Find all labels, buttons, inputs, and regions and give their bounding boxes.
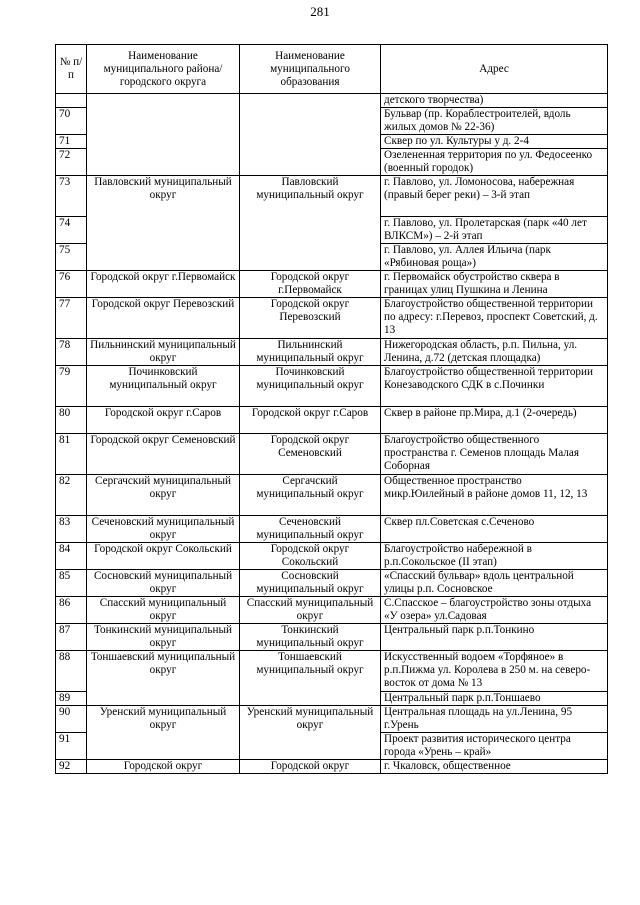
header-num: № п/п bbox=[56, 45, 87, 94]
address-cell: Сквер по ул. Культуры у д. 2-4 bbox=[381, 135, 608, 149]
row-num: 80 bbox=[56, 407, 87, 434]
district-cell: Пильнинский муниципальный округ bbox=[87, 339, 240, 366]
municipality-cell: Сеченовский муниципальный округ bbox=[240, 516, 381, 543]
row-num bbox=[56, 94, 87, 108]
municipality-cell: Спасский муниципальный округ bbox=[240, 597, 381, 624]
municipality-cell-empty bbox=[240, 94, 381, 176]
table-row bbox=[56, 760, 608, 774]
table-row bbox=[56, 366, 608, 407]
address-cell: С.Спасское – благоустройство зоны отдыха «У озера» ул.Садовая bbox=[381, 597, 608, 624]
table-header-row bbox=[56, 45, 608, 94]
address-cell: Нижегородская область, р.п. Пильна, ул. Ленина, д.72 (детская площадка) bbox=[381, 339, 608, 366]
address-cell: г. Павлово, ул. Пролетарская (парк «40 лет ВЛКСМ») – 2-й этап bbox=[381, 217, 608, 244]
row-num: 77 bbox=[56, 298, 87, 339]
row-num: 88 bbox=[56, 651, 87, 692]
address-cell: «Спасский бульвар» вдоль центральной улицы р.п. Сосновское bbox=[381, 570, 608, 597]
address-cell: Центральная площадь на ул.Ленина, 95 г.Урень bbox=[381, 706, 608, 733]
address-cell: Бульвар (пр. Кораблестроителей, вдоль жилых домов № 22-36) bbox=[381, 108, 608, 135]
row-num: 81 bbox=[56, 434, 87, 475]
address-cell: Сквер пл.Советская с.Сеченово bbox=[381, 516, 608, 543]
row-num: 84 bbox=[56, 543, 87, 570]
municipality-cell: Городской округ Семеновский bbox=[240, 434, 381, 475]
row-num: 78 bbox=[56, 339, 87, 366]
municipality-cell: Павловский муниципальный округ bbox=[240, 176, 381, 271]
table-row bbox=[56, 543, 608, 570]
table-row bbox=[56, 298, 608, 339]
table-row bbox=[56, 407, 608, 434]
address-cell: Проект развития исторического центра города «Урень – край» bbox=[381, 733, 608, 760]
row-num: 86 bbox=[56, 597, 87, 624]
address-cell: Искусственный водоем «Торфяное» в р.п.Пижма ул. Королева в 250 м. на северо-восток от дома № 13 bbox=[381, 651, 608, 692]
municipality-cell: Городской округ г.Первомайск bbox=[240, 271, 381, 298]
district-cell: Тоншаевский муниципальный округ bbox=[87, 651, 240, 706]
address-cell: Благоустройство общественной территории по адресу: г.Перевоз, проспект Советский, д. 13 bbox=[381, 298, 608, 339]
district-cell: Городской округ Сокольский bbox=[87, 543, 240, 570]
row-num: 72 bbox=[56, 149, 87, 176]
table-row bbox=[56, 176, 608, 217]
municipality-cell: Городской округ г.Саров bbox=[240, 407, 381, 434]
address-cell: Благоустройство общественного пространства г. Семенов площадь Малая Соборная bbox=[381, 434, 608, 475]
table-row bbox=[56, 570, 608, 597]
address-cell: г. Чкаловск, общественное bbox=[381, 760, 608, 774]
district-cell: Тонкинский муниципальный округ bbox=[87, 624, 240, 651]
table-row bbox=[56, 624, 608, 651]
row-num: 85 bbox=[56, 570, 87, 597]
municipality-cell: Городской округ Перевозский bbox=[240, 298, 381, 339]
table-row bbox=[56, 651, 608, 692]
district-cell: Городской округ г.Первомайск bbox=[87, 271, 240, 298]
address-cell: Благоустройство общественной территории Конезаводского СДК в с.Починки bbox=[381, 366, 608, 407]
address-cell: Центральный парк р.п.Тоншаево bbox=[381, 692, 608, 706]
district-cell: Павловский муниципальный округ bbox=[87, 176, 240, 271]
row-num: 91 bbox=[56, 733, 87, 760]
municipality-cell: Пильнинский муниципальный округ bbox=[240, 339, 381, 366]
row-num: 76 bbox=[56, 271, 87, 298]
page-number: 281 bbox=[310, 4, 330, 19]
header-district: Наименование муниципального района/ городского округа bbox=[87, 45, 240, 94]
row-num: 89 bbox=[56, 692, 87, 706]
district-cell: Уренский муниципальный округ bbox=[87, 706, 240, 760]
municipality-cell: Починковский муниципальный округ bbox=[240, 366, 381, 407]
table-row bbox=[56, 516, 608, 543]
table-row bbox=[56, 597, 608, 624]
address-cell: детского творчества) bbox=[381, 94, 608, 108]
address-cell: г. Павлово, ул. Ломоносова, набережная (правый берег реки) – 3-й этап bbox=[381, 176, 608, 217]
district-cell: Сосновский муниципальный округ bbox=[87, 570, 240, 597]
district-cell: Городской округ г.Саров bbox=[87, 407, 240, 434]
address-cell: Центральный парк р.п.Тонкино bbox=[381, 624, 608, 651]
address-cell: Общественное пространство микр.Юилейный в районе домов 11, 12, 13 bbox=[381, 475, 608, 516]
municipality-cell: Городской округ Сокольский bbox=[240, 543, 381, 570]
table-row bbox=[56, 706, 608, 733]
address-cell: Озелененная территория по ул. Федосеенко (военный городок) bbox=[381, 149, 608, 176]
row-num: 74 bbox=[56, 217, 87, 244]
address-cell: г. Павлово, ул. Аллея Ильича (парк «Рябиновая роща») bbox=[381, 244, 608, 271]
municipality-cell: Тоншаевский муниципальный округ bbox=[240, 651, 381, 706]
territories-table bbox=[55, 44, 608, 774]
municipality-cell: Тонкинский муниципальный округ bbox=[240, 624, 381, 651]
district-cell: Городской округ Перевозский bbox=[87, 298, 240, 339]
row-num: 90 bbox=[56, 706, 87, 733]
row-num: 71 bbox=[56, 135, 87, 149]
row-num: 75 bbox=[56, 244, 87, 271]
district-cell: Спасский муниципальный округ bbox=[87, 597, 240, 624]
row-num: 70 bbox=[56, 108, 87, 135]
district-cell-empty bbox=[87, 94, 240, 176]
header-municipality: Наименование муниципального образования bbox=[240, 45, 381, 94]
table-row bbox=[56, 339, 608, 366]
municipality-cell: Сергачский муниципальный округ bbox=[240, 475, 381, 516]
row-num: 92 bbox=[56, 760, 87, 774]
district-cell: Городской округ bbox=[87, 760, 240, 774]
district-cell: Городской округ Семеновский bbox=[87, 434, 240, 475]
district-cell: Сергачский муниципальный округ bbox=[87, 475, 240, 516]
table-row bbox=[56, 475, 608, 516]
row-num: 73 bbox=[56, 176, 87, 217]
municipality-cell: Сосновский муниципальный округ bbox=[240, 570, 381, 597]
address-cell: Сквер в районе пр.Мира, д.1 (2-очередь) bbox=[381, 407, 608, 434]
row-num: 83 bbox=[56, 516, 87, 543]
district-cell: Починковский муниципальный округ bbox=[87, 366, 240, 407]
table-row bbox=[56, 271, 608, 298]
row-num: 79 bbox=[56, 366, 87, 407]
header-address: Адрес bbox=[381, 45, 608, 94]
table-row bbox=[56, 94, 608, 108]
address-cell: г. Первомайск обустройство сквера в границах улиц Пушкина и Ленина bbox=[381, 271, 608, 298]
row-num: 82 bbox=[56, 475, 87, 516]
municipality-cell: Городской округ bbox=[240, 760, 381, 774]
district-cell: Сеченовский муниципальный округ bbox=[87, 516, 240, 543]
table-row bbox=[56, 434, 608, 475]
row-num: 87 bbox=[56, 624, 87, 651]
address-cell: Благоустройство набережной в р.п.Сокольское (II этап) bbox=[381, 543, 608, 570]
municipality-cell: Уренский муниципальный округ bbox=[240, 706, 381, 760]
